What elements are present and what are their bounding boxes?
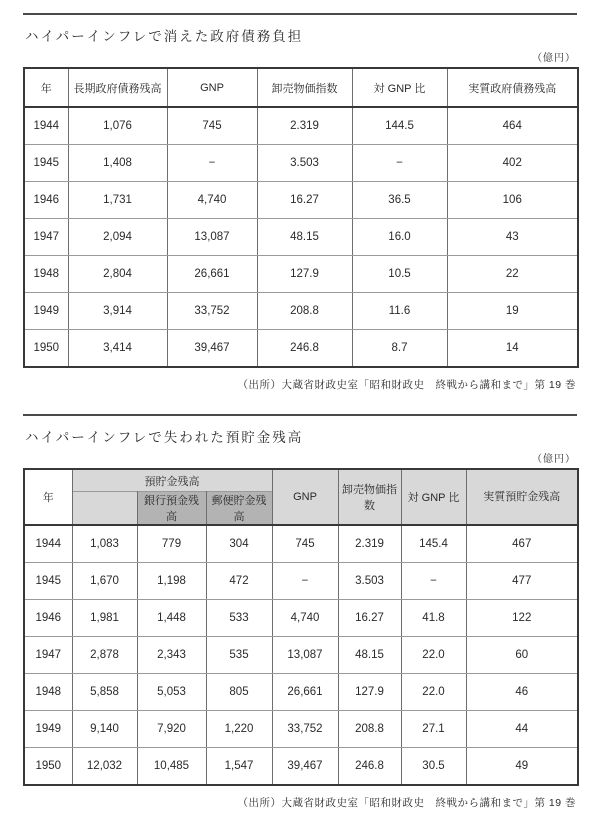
value-cell: − bbox=[401, 563, 466, 600]
value-cell: 30.5 bbox=[401, 748, 466, 786]
value-cell: 472 bbox=[206, 563, 272, 600]
top-rule bbox=[23, 13, 577, 15]
col-deposits-total bbox=[72, 492, 137, 526]
value-cell: 46 bbox=[466, 674, 578, 711]
value-cell: 1,408 bbox=[68, 145, 167, 182]
table-row bbox=[24, 525, 578, 563]
value-cell: 12,032 bbox=[72, 748, 137, 786]
value-cell: 467 bbox=[466, 525, 578, 563]
header-row bbox=[24, 68, 578, 107]
value-cell: 27.1 bbox=[401, 711, 466, 748]
value-cell: 535 bbox=[206, 637, 272, 674]
value-cell: 208.8 bbox=[257, 293, 352, 330]
col-bank-deposits: 銀行預金残高 bbox=[137, 492, 206, 526]
table-row bbox=[24, 600, 578, 637]
value-cell: 9,140 bbox=[72, 711, 137, 748]
value-cell: 2.319 bbox=[338, 525, 401, 563]
value-cell: 10.5 bbox=[352, 256, 447, 293]
year-cell: 1944 bbox=[24, 107, 68, 145]
value-cell: − bbox=[352, 145, 447, 182]
value-cell: 1,076 bbox=[68, 107, 167, 145]
value-cell: 533 bbox=[206, 600, 272, 637]
value-cell: 1,220 bbox=[206, 711, 272, 748]
value-cell: 48.15 bbox=[338, 637, 401, 674]
table1-source: （出所）大蔵省財政史室「昭和財政史 終戦から講和まで」第 19 巻 bbox=[237, 379, 576, 391]
value-cell: 22.0 bbox=[401, 674, 466, 711]
value-cell: 39,467 bbox=[272, 748, 338, 786]
value-cell: − bbox=[167, 145, 257, 182]
section-government-debt bbox=[23, 25, 577, 392]
year-cell: 1949 bbox=[24, 293, 68, 330]
table-row bbox=[24, 219, 578, 256]
value-cell: 144.5 bbox=[352, 107, 447, 145]
table2-unit-label: （億円） bbox=[532, 454, 576, 465]
year-cell: 1946 bbox=[24, 600, 72, 637]
value-cell: 5,858 bbox=[72, 674, 137, 711]
value-cell: 464 bbox=[447, 107, 578, 145]
value-cell: 127.9 bbox=[257, 256, 352, 293]
header-row-1 bbox=[24, 469, 578, 492]
value-cell: 779 bbox=[137, 525, 206, 563]
value-cell: 304 bbox=[206, 525, 272, 563]
table2-body bbox=[24, 525, 578, 785]
value-cell: 33,752 bbox=[272, 711, 338, 748]
value-cell: 16.27 bbox=[338, 600, 401, 637]
table-row bbox=[24, 674, 578, 711]
middle-rule bbox=[23, 414, 577, 416]
value-cell: 4,740 bbox=[272, 600, 338, 637]
section-deposits bbox=[23, 426, 577, 810]
value-cell: 7,920 bbox=[137, 711, 206, 748]
value-cell: 16.27 bbox=[257, 182, 352, 219]
col-real-debt: 実質政府債務残高 bbox=[447, 68, 578, 107]
year-cell: 1947 bbox=[24, 637, 72, 674]
value-cell: 60 bbox=[466, 637, 578, 674]
table2-header bbox=[24, 469, 578, 525]
value-cell: 1,731 bbox=[68, 182, 167, 219]
value-cell: 5,053 bbox=[137, 674, 206, 711]
value-cell: 1,981 bbox=[72, 600, 137, 637]
year-cell: 1948 bbox=[24, 674, 72, 711]
value-cell: 127.9 bbox=[338, 674, 401, 711]
value-cell: − bbox=[272, 563, 338, 600]
value-cell: 246.8 bbox=[257, 330, 352, 368]
value-cell: 2.319 bbox=[257, 107, 352, 145]
col-year: 年 bbox=[24, 68, 68, 107]
col-gnp: GNP bbox=[167, 68, 257, 107]
value-cell: 13,087 bbox=[272, 637, 338, 674]
value-cell: 402 bbox=[447, 145, 578, 182]
table-row bbox=[24, 637, 578, 674]
year-cell: 1950 bbox=[24, 330, 68, 368]
table-row bbox=[24, 107, 578, 145]
value-cell: 49 bbox=[466, 748, 578, 786]
value-cell: 14 bbox=[447, 330, 578, 368]
value-cell: 3.503 bbox=[338, 563, 401, 600]
value-cell: 39,467 bbox=[167, 330, 257, 368]
col-year: 年 bbox=[24, 469, 72, 525]
table-row bbox=[24, 145, 578, 182]
value-cell: 2,804 bbox=[68, 256, 167, 293]
value-cell: 2,878 bbox=[72, 637, 137, 674]
year-cell: 1946 bbox=[24, 182, 68, 219]
value-cell: 26,661 bbox=[167, 256, 257, 293]
value-cell: 106 bbox=[447, 182, 578, 219]
table-row bbox=[24, 711, 578, 748]
table2-title: ハイパーインフレで失われた預貯金残高 bbox=[25, 430, 304, 445]
value-cell: 22 bbox=[447, 256, 578, 293]
table-row bbox=[24, 330, 578, 368]
value-cell: 11.6 bbox=[352, 293, 447, 330]
value-cell: 745 bbox=[167, 107, 257, 145]
value-cell: 22.0 bbox=[401, 637, 466, 674]
year-cell: 1944 bbox=[24, 525, 72, 563]
value-cell: 3,414 bbox=[68, 330, 167, 368]
col-wholesale-price-index: 卸売物価指数 bbox=[257, 68, 352, 107]
table1-unit-label: （億円） bbox=[532, 53, 576, 64]
value-cell: 10,485 bbox=[137, 748, 206, 786]
table1-header bbox=[24, 68, 578, 107]
value-cell: 33,752 bbox=[167, 293, 257, 330]
year-cell: 1948 bbox=[24, 256, 68, 293]
value-cell: 145.4 bbox=[401, 525, 466, 563]
col-wholesale-price-index: 卸売物価指数 bbox=[338, 469, 401, 525]
value-cell: 2,094 bbox=[68, 219, 167, 256]
value-cell: 2,343 bbox=[137, 637, 206, 674]
value-cell: 122 bbox=[466, 600, 578, 637]
value-cell: 805 bbox=[206, 674, 272, 711]
value-cell: 16.0 bbox=[352, 219, 447, 256]
value-cell: 41.8 bbox=[401, 600, 466, 637]
value-cell: 48.15 bbox=[257, 219, 352, 256]
year-cell: 1947 bbox=[24, 219, 68, 256]
col-longterm-debt: 長期政府債務残高 bbox=[68, 68, 167, 107]
year-cell: 1950 bbox=[24, 748, 72, 786]
year-cell: 1949 bbox=[24, 711, 72, 748]
value-cell: 8.7 bbox=[352, 330, 447, 368]
government-debt-table bbox=[23, 67, 579, 368]
value-cell: 4,740 bbox=[167, 182, 257, 219]
table-row bbox=[24, 563, 578, 600]
value-cell: 19 bbox=[447, 293, 578, 330]
value-cell: 1,547 bbox=[206, 748, 272, 786]
col-real-deposits: 実質預貯金残高 bbox=[466, 469, 578, 525]
year-cell: 1945 bbox=[24, 145, 68, 182]
table2-source: （出所）大蔵省財政史室「昭和財政史 終戦から講和まで」第 19 巻 bbox=[237, 797, 576, 809]
col-postal-savings: 郵便貯金残高 bbox=[206, 492, 272, 526]
table-row bbox=[24, 256, 578, 293]
year-cell: 1945 bbox=[24, 563, 72, 600]
table1-title: ハイパーインフレで消えた政府債務負担 bbox=[25, 29, 304, 44]
value-cell: 44 bbox=[466, 711, 578, 748]
value-cell: 1,448 bbox=[137, 600, 206, 637]
table-row bbox=[24, 182, 578, 219]
col-gnp-ratio: 対 GNP 比 bbox=[401, 469, 466, 525]
value-cell: 13,087 bbox=[167, 219, 257, 256]
value-cell: 1,083 bbox=[72, 525, 137, 563]
table-row bbox=[24, 748, 578, 786]
col-gnp-ratio: 対 GNP 比 bbox=[352, 68, 447, 107]
deposits-table bbox=[23, 468, 579, 786]
value-cell: 1,670 bbox=[72, 563, 137, 600]
value-cell: 3.503 bbox=[257, 145, 352, 182]
value-cell: 3,914 bbox=[68, 293, 167, 330]
table-row bbox=[24, 293, 578, 330]
col-gnp: GNP bbox=[272, 469, 338, 525]
value-cell: 208.8 bbox=[338, 711, 401, 748]
value-cell: 26,661 bbox=[272, 674, 338, 711]
value-cell: 36.5 bbox=[352, 182, 447, 219]
col-deposits-group: 預貯金残高 bbox=[72, 469, 272, 492]
value-cell: 745 bbox=[272, 525, 338, 563]
value-cell: 246.8 bbox=[338, 748, 401, 786]
table1-body bbox=[24, 107, 578, 367]
value-cell: 477 bbox=[466, 563, 578, 600]
value-cell: 1,198 bbox=[137, 563, 206, 600]
value-cell: 43 bbox=[447, 219, 578, 256]
